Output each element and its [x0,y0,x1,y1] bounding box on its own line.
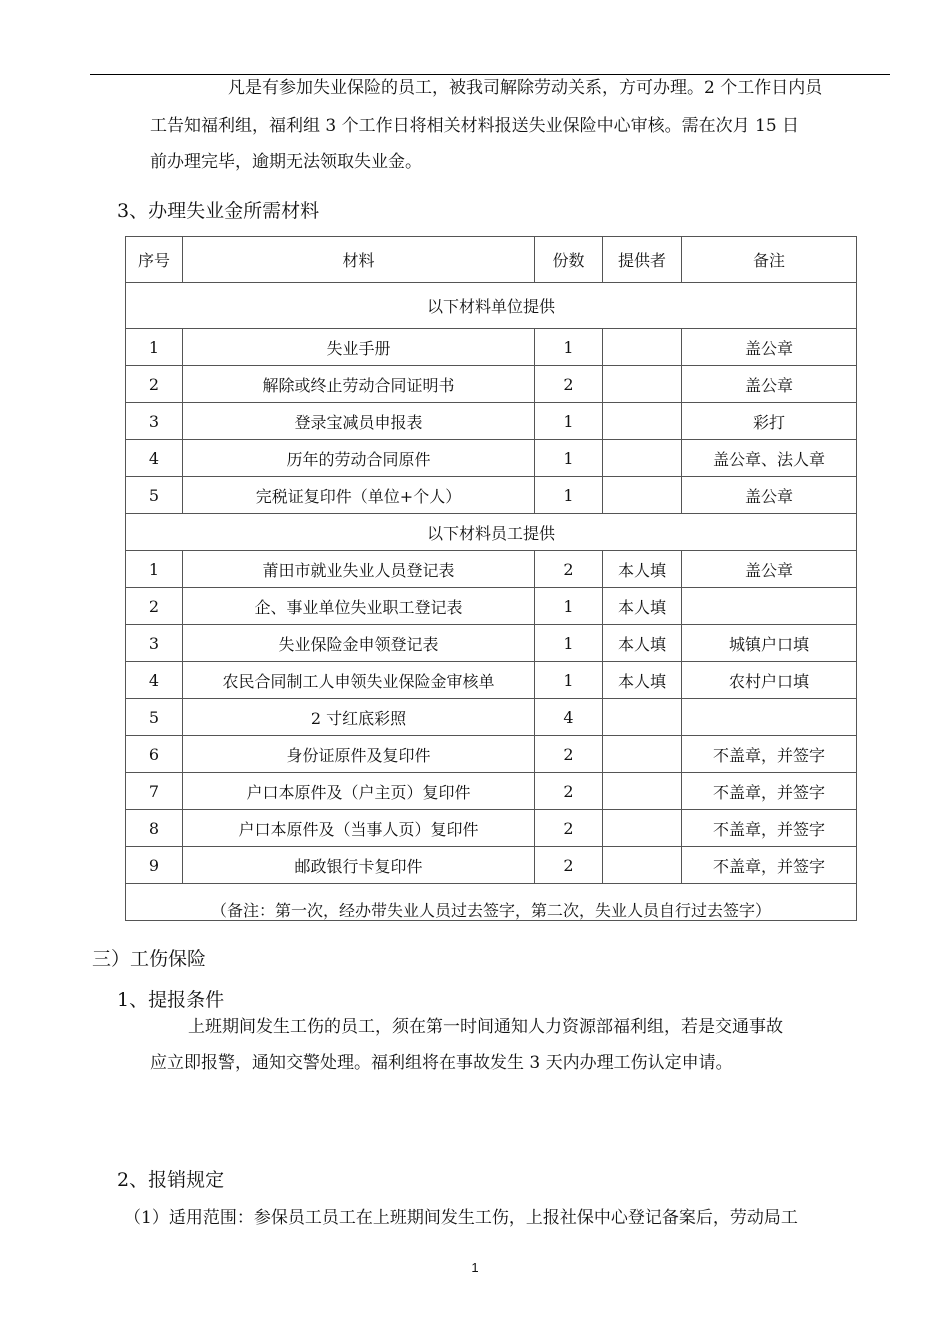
material-name: 莆田市就业失业人员登记表 [183,551,535,588]
remark: 不盖章，并签字 [682,847,857,884]
group-label: 以下材料单位提供 [126,283,857,329]
remark: 盖公章 [682,551,857,588]
material-name: 完税证复印件（单位+个人） [183,477,535,514]
table-row [126,477,857,514]
intro-line-3: 前办理完毕，逾期无法领取失业金。 [150,152,422,172]
provider: 本人填 [603,625,682,662]
provider [603,699,682,736]
row-number: 7 [126,773,183,810]
section-3-heading: 3、办理失业金所需材料 [117,200,320,222]
copies: 1 [535,662,603,699]
material-name: 2 寸红底彩照 [183,699,535,736]
remark: 不盖章，并签字 [682,810,857,847]
remark: 盖公章 [682,366,857,403]
remark: 盖公章 [682,329,857,366]
header-cell: 份数 [535,237,603,283]
table-header-row [126,237,857,283]
row-number: 4 [126,440,183,477]
table-row [126,847,857,884]
material-name: 农民合同制工人申领失业保险金审核单 [183,662,535,699]
table-row [126,662,857,699]
remark: 农村户口填 [682,662,857,699]
sub2-line-1: （1）适用范围：参保员工员工在上班期间发生工伤，上报社保中心登记备案后，劳动局工 [124,1208,798,1228]
table-row [126,440,857,477]
provider [603,366,682,403]
copies: 2 [535,773,603,810]
row-number: 1 [126,329,183,366]
remark: 盖公章 [682,477,857,514]
material-name: 户口本原件及（当事人页）复印件 [183,810,535,847]
table-row [126,329,857,366]
header-cell: 提供者 [603,237,682,283]
remark: 彩打 [682,403,857,440]
remark: 盖公章、法人章 [682,440,857,477]
sub2-heading: 2、报销规定 [117,1169,225,1191]
provider: 本人填 [603,588,682,625]
table-note-row [126,884,857,921]
table-row [126,403,857,440]
copies: 1 [535,329,603,366]
material-name: 登录宝减员申报表 [183,403,535,440]
copies: 2 [535,366,603,403]
table-note: （备注：第一次，经办带失业人员过去签字，第二次，失业人员自行过去签字） [126,884,857,921]
row-number: 2 [126,588,183,625]
materials-table [125,236,857,921]
sub1-line-2: 应立即报警，通知交警处理。福利组将在事故发生 3 天内办理工伤认定申请。 [150,1053,733,1073]
copies: 4 [535,699,603,736]
table-row [126,625,857,662]
row-number: 3 [126,403,183,440]
material-name: 户口本原件及（户主页）复印件 [183,773,535,810]
sub1-line-1: 上班期间发生工伤的员工，须在第一时间通知人力资源部福利组，若是交通事故 [188,1017,783,1037]
copies: 1 [535,625,603,662]
table-row [126,773,857,810]
header-cell: 序号 [126,237,183,283]
provider [603,329,682,366]
table-row [126,366,857,403]
intro-line-1: 凡是有参加失业保险的员工，被我司解除劳动关系，方可办理。2 个工作日内员 [228,78,823,98]
provider [603,736,682,773]
material-name: 失业手册 [183,329,535,366]
header-cell: 材料 [183,237,535,283]
work-injury-heading: 三）工伤保险 [92,948,207,970]
group-label: 以下材料员工提供 [126,514,857,551]
sub1-heading: 1、提报条件 [117,989,225,1011]
material-name: 历年的劳动合同原件 [183,440,535,477]
provider [603,403,682,440]
intro-line-2: 工告知福利组，福利组 3 个工作日将相关材料报送失业保险中心审核。需在次月 15 日 [150,116,800,136]
copies: 1 [535,477,603,514]
provider [603,773,682,810]
remark [682,588,857,625]
provider: 本人填 [603,551,682,588]
row-number: 4 [126,662,183,699]
copies: 2 [535,847,603,884]
copies: 2 [535,810,603,847]
table-row [126,736,857,773]
material-name: 身份证原件及复印件 [183,736,535,773]
remark [682,699,857,736]
header-cell: 备注 [682,237,857,283]
row-number: 8 [126,810,183,847]
table-row [126,699,857,736]
provider [603,440,682,477]
table-row [126,810,857,847]
remark: 不盖章，并签字 [682,736,857,773]
group-row-company [126,283,857,329]
row-number: 5 [126,699,183,736]
row-number: 9 [126,847,183,884]
row-number: 2 [126,366,183,403]
row-number: 1 [126,551,183,588]
remark: 城镇户口填 [682,625,857,662]
row-number: 5 [126,477,183,514]
material-name: 失业保险金申领登记表 [183,625,535,662]
copies: 1 [535,403,603,440]
provider [603,847,682,884]
provider [603,810,682,847]
page-number: 1 [471,1260,479,1275]
row-number: 6 [126,736,183,773]
copies: 2 [535,551,603,588]
group-row-employee [126,514,857,551]
copies: 1 [535,588,603,625]
material-name: 解除或终止劳动合同证明书 [183,366,535,403]
copies: 1 [535,440,603,477]
provider: 本人填 [603,662,682,699]
provider [603,477,682,514]
material-name: 邮政银行卡复印件 [183,847,535,884]
copies: 2 [535,736,603,773]
table-row [126,588,857,625]
remark: 不盖章，并签字 [682,773,857,810]
table-row [126,551,857,588]
row-number: 3 [126,625,183,662]
material-name: 企、事业单位失业职工登记表 [183,588,535,625]
